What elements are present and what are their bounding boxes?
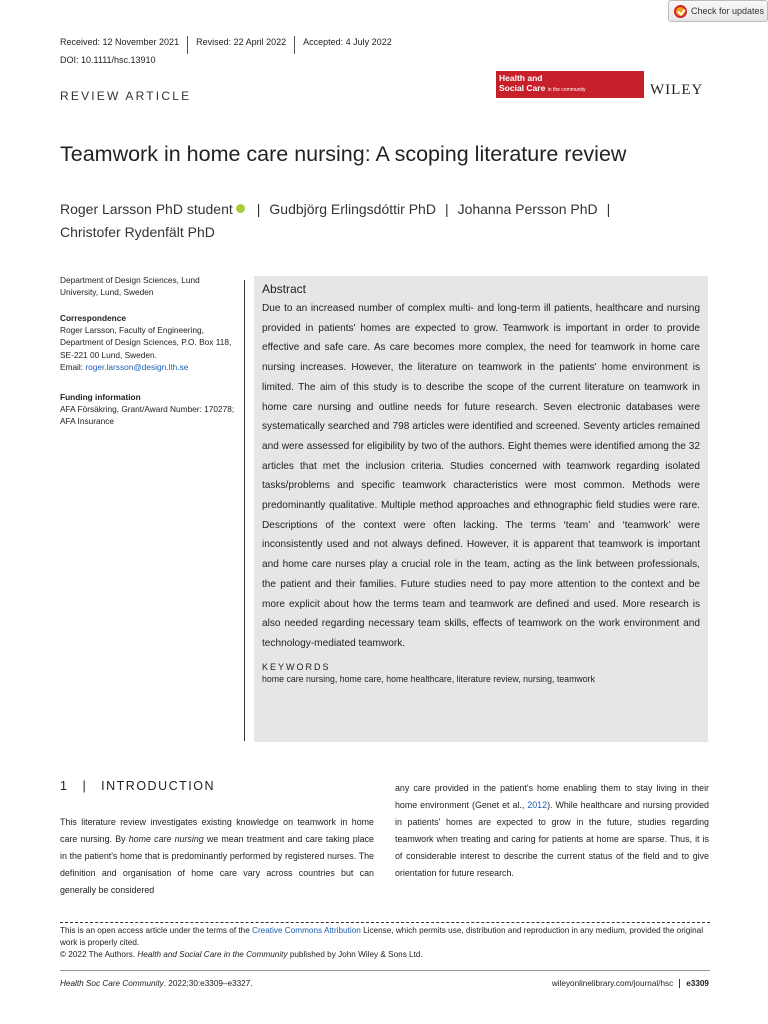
author-4[interactable]: Christofer Rydenfält PhD [60,224,215,240]
abstract-text: Due to an increased number of complex multi- and long-term ill patients, healthcare and nursing provided in patients' homes are expected to grow. Teamwork is important in order to provide effective and safe care. As care becomes more complex, the need for teamwork in home care nursing increases. However, the literature on teamwork in the patients' home environment is limited. The aim of this study is to describe the scope of the current literature on teamwork in home care nursing and outline needs for future research. Seven electronic databases were systematically searched and 798 articles were identified and screened. Seventy articles remained and were assessed for eligibility by two of the authors. Eight themes were identified among the 32 articles that met the inclusion criteria. Studies concerned with teamwork regarding isolated tasks/problems and specific teamwork characteristics were most common. Methods were predominantly qualitative. Multiple method approaches and ethnographic field studies were rare. Descriptions of the context were often lacking. The terms ‘team’ and ‘teamwork’ were inconsistently used and not always defined. However, it is apparent that teamwork is important and home care nurses play a crucial role in the team, acting as the link between professionals, the patient and their families. Future studies need to pay more attention to the context and be more explicit about how the terms team and teamwork are defined and used. More research is also needed regarding necessary team skills, effects of teamwork on the work environment and technology-mediated teamwork. [262,303,700,649]
crossmark-icon [674,5,687,18]
copyright-journal: Health and Social Care in the Community [137,950,288,960]
intro-column-left [60,814,374,899]
intro-right-text-1: any care provided in the patient's home enabling them to stay living in their home environment (Genet et al., [395,783,709,810]
abstract-heading: Abstract [262,282,307,296]
author-separator: | [606,201,611,217]
funding-heading: Funding information [60,392,141,402]
email-label: Email: [60,361,86,372]
license-link[interactable]: Creative Commons Attribution [252,926,361,935]
section-heading-introduction [60,779,215,793]
footer-journal: Health Soc Care Community [60,979,164,988]
affiliation: Department of Design Sciences, Lund University, Lund, Sweden [60,275,200,298]
journal-logo [496,71,644,98]
article-dates [60,36,400,54]
journal-logo-line2: Social Care [499,82,546,93]
footer-divider [60,970,710,971]
received-date: Received: 12 November 2021 [60,36,188,54]
page-number: e3309 [679,979,709,988]
author-separator: | [256,201,261,217]
author-list [60,198,710,244]
intro-right-text-2: ). While healthcare and nursing provided in patients' homes are expected to grow in the future, studies regarding teamwork when treating and caring for patients at home are sparse. Thus, it is of considerable interest to describe the current status of the field and to give orientation for future research. [395,800,709,878]
accepted-date: Accepted: 4 July 2022 [303,37,392,47]
revised-date: Revised: 22 April 2022 [188,36,295,54]
author-separator: | [444,201,449,217]
license-text-1: This is an open access article under the terms of the [60,926,253,935]
article-title: Teamwork in home care nursing: A scoping literature review [60,142,627,166]
author-1[interactable]: Roger Larsson PhD student [60,201,233,217]
correspondence-text: Roger Larsson, Faculty of Engineering, Department of Design Sciences, P.O. Box 118, SE-221 00 Lund, Sweden. [60,325,232,360]
license-note [60,925,710,962]
journal-logo-subtitle: in the community [547,86,586,93]
footer-citation [60,979,253,988]
section-number: 1 [60,779,69,793]
funding-block [60,391,240,428]
section-title: INTRODUCTION [101,779,215,793]
author-3[interactable]: Johanna Persson PhD [457,201,598,217]
license-divider [60,922,710,923]
abstract-box [254,276,708,742]
intro-left-text-2: we mean treatment and care taking place in the patient's home that is predominantly performed by registered nurses. The definition and organisation of home care vary across countries but can generally be considered [60,834,374,895]
funding-text: AFA Försäkring, Grant/Award Number: 170278; AFA Insurance [60,404,235,427]
section-separator: | [82,779,88,793]
footer-volume: . 2022;30:e3309–e3327. [163,979,253,988]
copyright-text-2: published by John Wiley & Sons Ltd. [287,950,423,960]
license-text-2: License, which permits use, distribution and reproduction in any medium, provided the original work is properly cited. [60,926,704,948]
abstract-divider [244,280,245,741]
orcid-icon[interactable] [236,204,245,213]
author-2[interactable]: Gudbjörg Erlingsdóttir PhD [269,201,436,217]
intro-column-right [395,780,709,882]
keywords-heading: KEYWORDS [262,661,331,672]
footer-right [552,979,709,988]
check-for-updates-button[interactable] [668,0,768,22]
citation-link[interactable]: 2012 [527,800,548,810]
journal-logo-line1: Health and [499,73,543,83]
email-link[interactable]: roger.larsson@design.lth.se [85,361,189,372]
publisher-logo: WILEY [650,82,704,98]
article-type: REVIEW ARTICLE [60,89,192,103]
copyright-text-1: © 2022 The Authors. [60,950,138,960]
check-for-updates-label: Check for updates [691,6,765,16]
intro-left-text-1: This literature review investigates existing knowledge on teamwork in home care nursing. By [60,817,374,844]
footer-url[interactable]: wileyonlinelibrary.com/journal/hsc [551,979,674,988]
intro-left-emphasis: home care nursing [128,834,204,844]
correspondence-block [60,312,240,373]
keywords-list: home care nursing, home care, home healthcare, literature review, nursing, teamwork [262,673,595,684]
doi: DOI: 10.1111/hsc.13910 [60,55,156,65]
correspondence-heading: Correspondence [60,313,126,323]
